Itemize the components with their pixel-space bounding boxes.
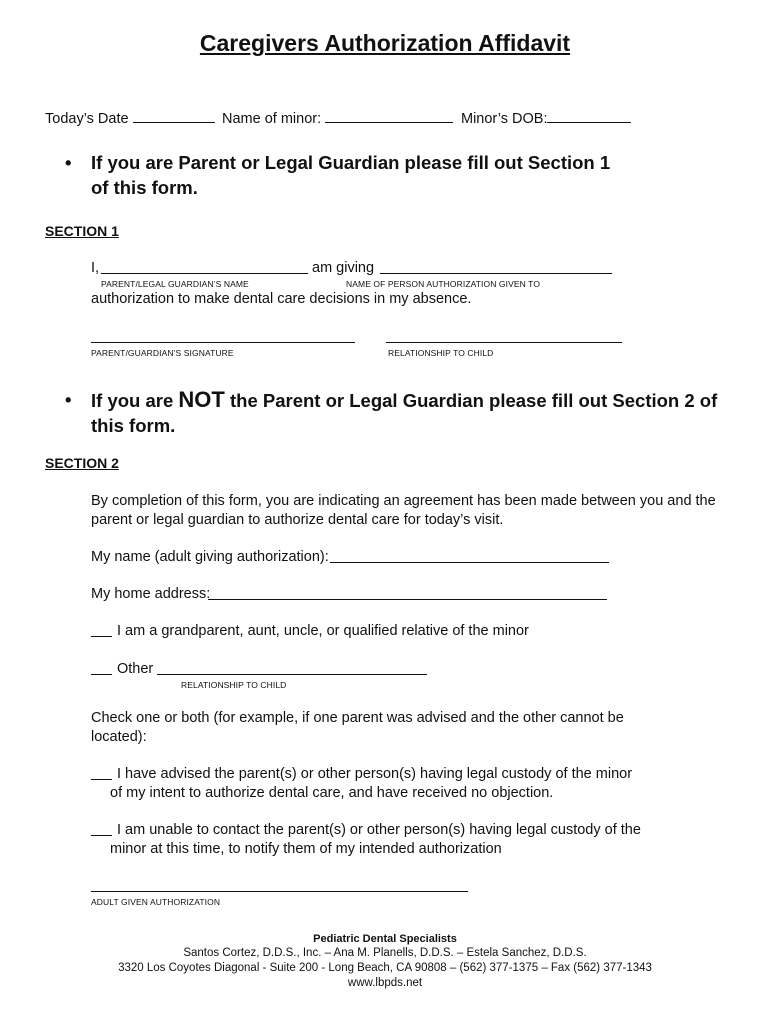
unable-line2: minor at this time, to notify them of my intended authorization xyxy=(110,841,502,857)
not-emphasis: NOT xyxy=(178,387,225,412)
todays-date-blank[interactable] xyxy=(133,110,215,123)
caption-signature: PARENT/GUARDIAN’S SIGNATURE xyxy=(91,348,234,358)
todays-date-field[interactable] xyxy=(45,110,215,127)
section2-intro-line2: parent or legal guardian to authorize dental care for today’s visit. xyxy=(91,512,504,528)
minor-dob-label: Minor’s DOB: xyxy=(461,111,548,127)
advised-line1: I have advised the parent(s) or other person(s) having legal custody of the minor xyxy=(117,766,633,782)
check-instruction-line1: Check one or both (for example, if one parent was advised and the other cannot be xyxy=(91,710,624,726)
minor-dob-blank[interactable] xyxy=(547,110,631,123)
section2-heading: SECTION 2 xyxy=(45,455,119,471)
footer-website[interactable]: www.lbpds.net xyxy=(347,977,423,989)
other-label: Other xyxy=(117,661,154,677)
authorization-text: authorization to make dental care decisions in my absence. xyxy=(91,291,472,307)
minor-name-blank[interactable] xyxy=(325,110,453,123)
unable-line1: I am unable to contact the parent(s) or other person(s) having legal custody of the xyxy=(117,822,641,838)
check-instruction-line2: located): xyxy=(91,729,147,745)
relative-option: I am a grandparent, aunt, uncle, or qualified relative of the minor xyxy=(117,623,529,639)
section2-instruction-line1: If you are NOT the Parent or Legal Guardian please fill out Section 2 of xyxy=(91,387,718,412)
other-checkbox-blank[interactable] xyxy=(91,674,112,675)
relationship-blank[interactable] xyxy=(386,342,622,343)
section1-i-label: I, xyxy=(91,260,100,276)
minor-name-field[interactable] xyxy=(222,110,453,127)
minor-dob-field[interactable] xyxy=(461,110,631,127)
bullet-icon: • xyxy=(65,152,72,173)
section1-am-giving: am giving xyxy=(312,260,375,276)
guardian-signature-blank[interactable] xyxy=(91,342,355,343)
caption-other-relationship: RELATIONSHIP TO CHILD xyxy=(181,680,287,690)
home-address-blank[interactable] xyxy=(208,599,607,600)
section2-intro-line1: By completion of this form, you are indicating an agreement has been made between you and the xyxy=(91,493,716,509)
section1-instruction-line1: If you are Parent or Legal Guardian please fill out Section 1 xyxy=(91,152,611,173)
todays-date-label: Today’s Date xyxy=(45,111,129,127)
caption-guardian-name: PARENT/LEGAL GUARDIAN’S NAME xyxy=(101,279,249,289)
caption-relationship: RELATIONSHIP TO CHILD xyxy=(388,348,494,358)
minor-name-label: Name of minor: xyxy=(222,111,322,127)
other-relationship-blank[interactable] xyxy=(157,674,427,675)
section2-instruction-line2: this form. xyxy=(91,415,176,436)
advised-line2: of my intent to authorize dental care, and have received no objection. xyxy=(110,785,554,801)
bullet-icon: • xyxy=(65,389,72,410)
my-name-blank[interactable] xyxy=(330,562,609,563)
adult-signature-blank[interactable] xyxy=(91,891,468,892)
footer-address: 3320 Los Coyotes Diagonal - Suite 200 - Long Beach, CA 90808 – (562) 377-1375 – Fax (562) 377-1343 xyxy=(118,962,652,974)
page-title: Caregivers Authorization Affidavit xyxy=(199,30,571,56)
section2-instruction xyxy=(65,387,765,439)
caption-person-name: NAME OF PERSON AUTHORIZATION GIVEN TO xyxy=(346,279,541,289)
my-name-label: My name (adult giving authorization): xyxy=(91,549,329,565)
unable-checkbox-blank[interactable] xyxy=(91,835,112,836)
home-address-label: My home address: xyxy=(91,586,211,602)
section1-instruction-line2: of this form. xyxy=(91,177,198,198)
relative-checkbox-blank[interactable] xyxy=(91,636,112,637)
caption-adult-auth: ADULT GIVEN AUTHORIZATION xyxy=(91,897,221,907)
section1-instruction xyxy=(65,150,755,202)
guardian-name-blank[interactable] xyxy=(101,273,308,274)
person-name-blank[interactable] xyxy=(380,273,612,274)
footer-doctors: Santos Cortez, D.D.S., Inc. – Ana M. Planells, D.D.S. – Estela Sanchez, D.D.S. xyxy=(183,947,587,959)
section1-heading: SECTION 1 xyxy=(45,223,119,239)
footer-practice-name: Pediatric Dental Specialists xyxy=(313,933,457,945)
advised-checkbox-blank[interactable] xyxy=(91,779,112,780)
